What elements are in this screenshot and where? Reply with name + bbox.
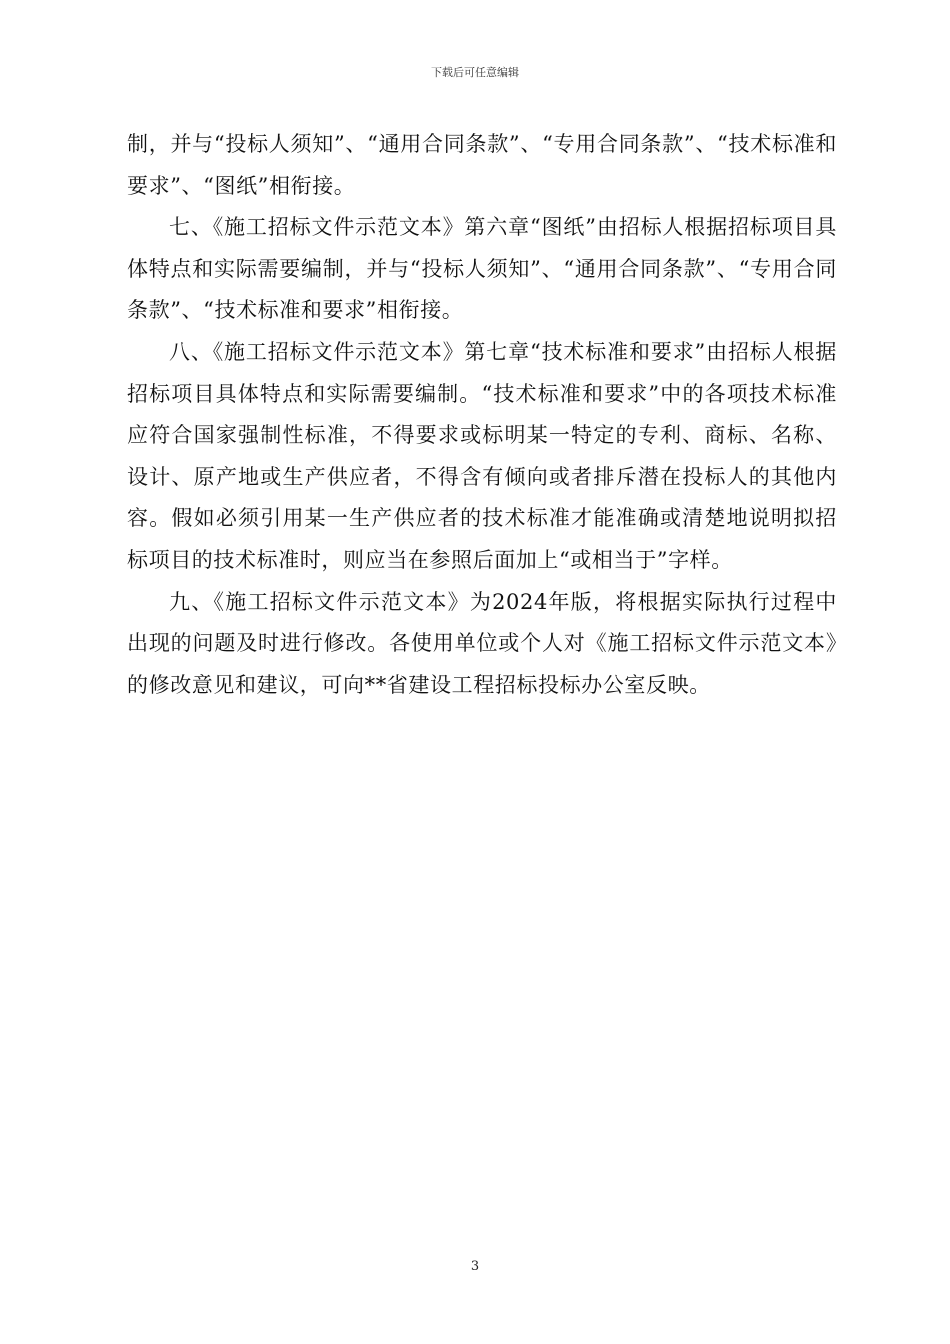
- page-number: 3: [470, 1259, 480, 1274]
- paragraph-seven: 七、《施工招标文件示范文本》第六章“图纸”由招标人根据招标项目具体特点和实际需要编制，并与“投标人须知”、“通用合同条款”、“专用合同条款”、“技术标准和要求”相衔接。: [127, 215, 837, 323]
- paragraph-eight: 八、《施工招标文件示范文本》第七章“技术标准和要求”由招标人根据招标项目具体特点和实际需要编制。“技术标准和要求”中的各项技术标准应符合国家强制性标准，不得要求或标明某一特定的专利、商标、名称、设计、原产地或生产供应者，不得含有倾向或者排斥潜在投标人的其他内容。假如必须引用某一生产供应者的技术标准才能准确或清楚地说明拟招标项目的技术标准时，则应当在参照后面加上“或相当于”字样。: [127, 339, 837, 572]
- page-header: 下载后可任意编辑: [431, 66, 519, 79]
- document-body: [127, 124, 837, 706]
- paragraph-nine: 九、《施工招标文件示范文本》为2024年版，将根据实际执行过程中出现的问题及时进行修改。各使用单位或个人对《施工招标文件示范文本》的修改意见和建议，可向**省建设工程招标投标办公室反映。: [127, 589, 837, 697]
- paragraph-continuation: 制，并与“投标人须知”、“通用合同条款”、“专用合同条款”、“技术标准和要求”、“图纸”相衔接。: [127, 132, 837, 198]
